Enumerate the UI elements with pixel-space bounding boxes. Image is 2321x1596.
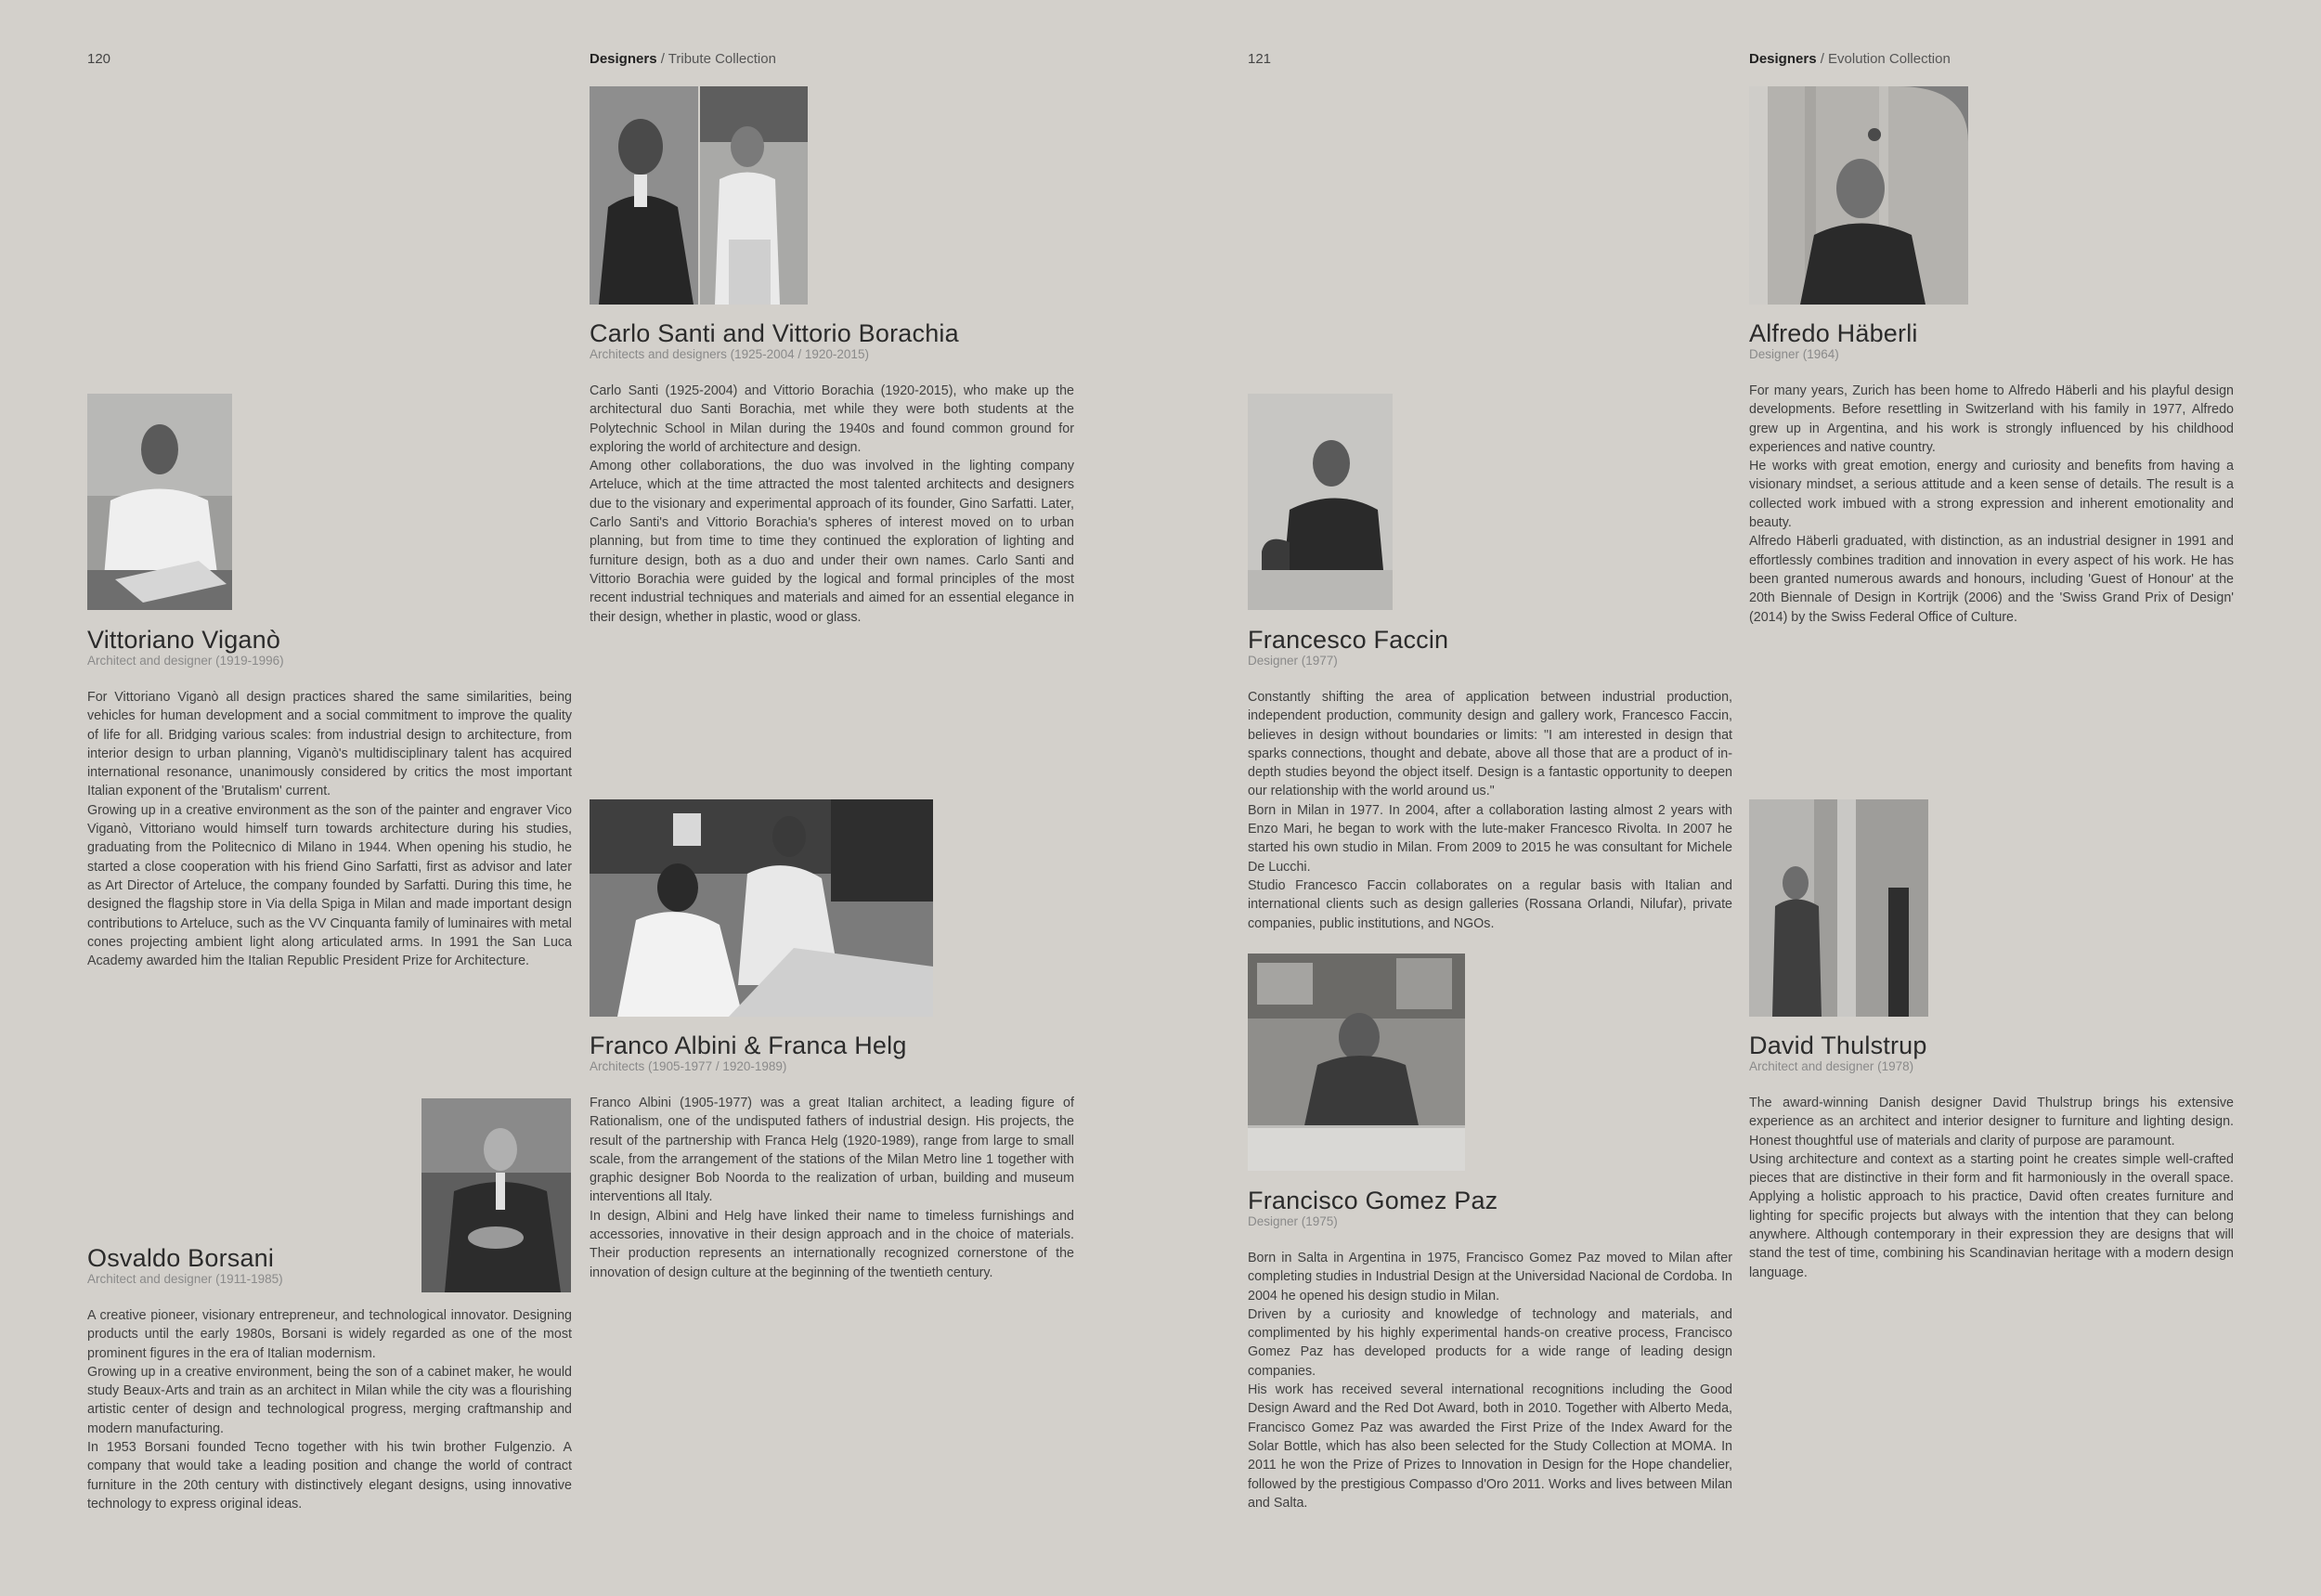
vigano-name: Vittoriano Viganò [87, 626, 281, 654]
vigano-photo [87, 394, 232, 610]
bio-paragraph: His work has received several international recognitions including the Good Design Award and the Red Dot Award, both in 2010. Together with Alberto Meda, Francisco Gomez Paz was awarded the First Prize of the Index Award for the Solar Bottle, which has also been selected for the Study Collection at MOMA. In 2011 he won the Prize of Prizes to Innovation in Design for the Hope chandelier, followed by the prestigious Compasso d'Oro 2011. Works and lives between Milan and Salta. [1248, 1382, 1732, 1511]
gomez-paz-name: Francisco Gomez Paz [1248, 1187, 1498, 1214]
bio-paragraph: Growing up in a creative environment as the son of the painter and engraver Vico Viganò, Vittoriano would himself turn towards architecture during his studies, graduating from the Politecnico di Milano in 1944. When opening his studio, he started a close cooperation with his friend Gino Sarfatti, first as advisor and later as Art Director of Arteluce, the company founded by Sarfatti. During this time, he designed the flagship store in Via della Spiga in Milan and made important design contributions to Arteluce, such as the VV Cinquanta family of luminaires with metal cones projecting ambient light along articulated arms. In 1991 the San Luca Academy awarded him the Italian Republic President Prize for Architecture. [87, 802, 572, 969]
bio-paragraph: Carlo Santi (1925-2004) and Vittorio Borachia (1920-2015), who make up the architectural duo Santi Borachia, met while they were both students at the Polytechnic School in Milan during the 1940s and found common ground for exploring the world of architecture and design. [590, 383, 1074, 455]
thulstrup-role: Architect and designer (1978) [1749, 1059, 1914, 1073]
haberli-role: Designer (1964) [1749, 347, 1839, 361]
albini-helg-role: Architects (1905-1977 / 1920-1989) [590, 1059, 787, 1073]
vigano-bio [87, 688, 572, 970]
bio-paragraph: The award-winning Danish designer David Thulstrup brings his extensive experience as an architect and interior designer to furniture and lighting design. Honest thoughtful use of materials and clarity of purpose are paramount. [1749, 1096, 2234, 1148]
bio-paragraph: Growing up in a creative environment, being the son of a cabinet maker, he would study Beaux-Arts and train as an architect in Milan while the city was a flourishing artistic center of design and technological progress, merging craftmanship and modern manufacturing. [87, 1364, 572, 1436]
left-section-bold: Designers [590, 51, 657, 67]
gomez-paz-bio [1248, 1249, 1732, 1512]
bio-paragraph: Among other collaborations, the duo was involved in the lighting company Arteluce, which at the time attracted the most talented architects and designers due to the visionary and experimental approach of its founder, Gino Sarfatti. Later, Carlo Santi's and Vittorio Borachia's spheres of interest moved on to urban planning, but from time to time they continued the exploration of lighting and furniture design, both as a duo and under their own names. Carlo Santi and Vittorio Borachia were guided by the logical and formal principles of the most recent industrial techniques and materials and aimed for an essential elegance in their design, whether in plastic, wood or glass. [590, 459, 1074, 625]
haberli-photo [1749, 86, 1968, 305]
bio-paragraph: In 1953 Borsani founded Tecno together with his twin brother Fulgenzio. A company that would take a leading position and change the world of contract furniture in the 20th century with distinctively elegant designs, using innovative technology to express original ideas. [87, 1440, 572, 1512]
left-section-title [590, 51, 776, 67]
bio-paragraph: For many years, Zurich has been home to Alfredo Häberli and his playful design developments. Before resettling in Switzerland with his family in 1977, Alfredo grew up in Argentina, and his work is strongly influenced by his childhood experiences and native country. [1749, 383, 2234, 455]
bio-paragraph: Born in Salta in Argentina in 1975, Francisco Gomez Paz moved to Milan after completing studies in Industrial Design at the Universidad Nacional de Cordoba. In 2004 he opened his design studio in Milan. [1248, 1251, 1732, 1304]
bio-paragraph: Born in Milan in 1977. In 2004, after a collaboration lasting almost 2 years with Enzo Mari, he began to work with the lute-maker Francesco Rivolta. In 2007 he started his own studio in Milan. From 2009 to 2015 he was consultant for Michele De Lucchi. [1248, 802, 1732, 875]
gomez-paz-photo [1248, 954, 1465, 1171]
bio-paragraph: In design, Albini and Helg have linked their name to timeless furnishings and accessories, innovative in their design approach and in the choice of materials. Their production represents an internationally recognized cornerstone of the innovation of design culture at the beginning of the twentieth century. [590, 1208, 1074, 1280]
albini-helg-photo [590, 799, 933, 1017]
santi-borachia-photo [590, 86, 808, 305]
bio-paragraph: Alfredo Häberli graduated, with distinction, as an industrial designer in 1991 and effortlessly combines tradition and innovation in every aspect of his work. He has been granted numerous awards and honours, including 'Guest of Honour' at the 20th Biennale of Design in Kortrijk (2006) and the 'Swiss Grand Prix of Design' (2014) by the Swiss Federal Office of Culture. [1749, 534, 2234, 625]
vigano-role: Architect and designer (1919-1996) [87, 654, 284, 668]
santi-borachia-role: Architects and designers (1925-2004 / 1920-2015) [590, 347, 869, 361]
borsani-bio [87, 1306, 572, 1513]
thulstrup-photo [1749, 799, 1928, 1017]
faccin-photo [1248, 394, 1393, 610]
bio-paragraph: Driven by a curiosity and knowledge of technology and materials, and complimented by his highly experimental hands-on creative process, Francisco Gomez Paz has developed products for a wide range of leading design companies. [1248, 1306, 1732, 1379]
thulstrup-bio [1749, 1094, 2234, 1282]
haberli-name: Alfredo Häberli [1749, 319, 1918, 347]
left-section-rest: / Tribute Collection [656, 51, 776, 67]
bio-paragraph: He works with great emotion, energy and curiosity and benefits from having a visionary mindset, a serious attitude and a keen sense of details. The result is a collected work imbued with a strong expression and inherent emotionality and beauty. [1749, 459, 2234, 531]
faccin-name: Francesco Faccin [1248, 626, 1449, 654]
bio-paragraph: Constantly shifting the area of application between industrial production, independent production, community design and gallery work, Francesco Faccin, believes in design without boundaries or limits: "I am interested in design that sparks connections, thought and debate, above all those that are a product of in-depth studies beyond the object itself. Design is a fantastic opportunity to deepen our relationship with the world around us." [1248, 690, 1732, 799]
faccin-role: Designer (1977) [1248, 654, 1338, 668]
thulstrup-name: David Thulstrup [1749, 1032, 1927, 1059]
right-section-rest: / Evolution Collection [1816, 51, 1951, 67]
left-page-number: 120 [87, 51, 111, 67]
bio-paragraph: Franco Albini (1905-1977) was a great Italian architect, a leading figure of Rationalism, one of the undisputed fathers of industrial design. His projects, the result of the partnership with Franca Helg (1920-1989), range from large to small scale, from the arrangement of the stations of the Milan Metro line 1 together with graphic designer Bob Noorda to the realization of urban, building and museum interventions all Italy. [590, 1096, 1074, 1205]
borsani-name: Osvaldo Borsani [87, 1244, 275, 1272]
albini-helg-name: Franco Albini & Franca Helg [590, 1032, 907, 1059]
bio-paragraph: Studio Francesco Faccin collaborates on a regular basis with Italian and international clients such as design galleries (Rossana Orlandi, Nilufar), private companies, public institutions, and NGOs. [1248, 877, 1732, 931]
haberli-bio [1749, 382, 2234, 627]
right-section-bold: Designers [1749, 51, 1817, 67]
bio-paragraph: Using architecture and context as a starting point he creates simple well-crafted pieces that are distinctive in their form and fit harmoniously in the overall space. Applying a holistic approach to his practice, David often creates furniture and lighting for specific projects but always with the intention that they can belong anywhere. Although contemporary in their expression they are designs that will stand the test of time, combining his Scandinavian heritage with a modern design language. [1749, 1151, 2234, 1280]
borsani-photo [421, 1098, 571, 1292]
borsani-role: Architect and designer (1911-1985) [87, 1272, 283, 1286]
bio-paragraph: A creative pioneer, visionary entrepreneur, and technological innovator. Designing products until the early 1980s, Borsani is widely regarded as one of the most prominent figures in the era of Italian modernism. [87, 1308, 572, 1361]
santi-borachia-name: Carlo Santi and Vittorio Borachia [590, 319, 959, 347]
bio-paragraph: For Vittoriano Viganò all design practices shared the same similarities, being vehicles for human development and a social commitment to improve the quality of life for all. Bridging various scales: from industrial design to architecture, from interior design to urban planning, Viganò's multidisciplinary talent has acquired international resonance, unanimously considered by critics the most important Italian exponent of the 'Brutalism' current. [87, 690, 572, 799]
faccin-bio [1248, 688, 1732, 933]
albini-helg-bio [590, 1094, 1074, 1282]
right-page-number: 121 [1248, 51, 1272, 67]
santi-borachia-bio [590, 382, 1074, 627]
gomez-paz-role: Designer (1975) [1248, 1214, 1338, 1228]
right-section-title [1749, 51, 1951, 67]
